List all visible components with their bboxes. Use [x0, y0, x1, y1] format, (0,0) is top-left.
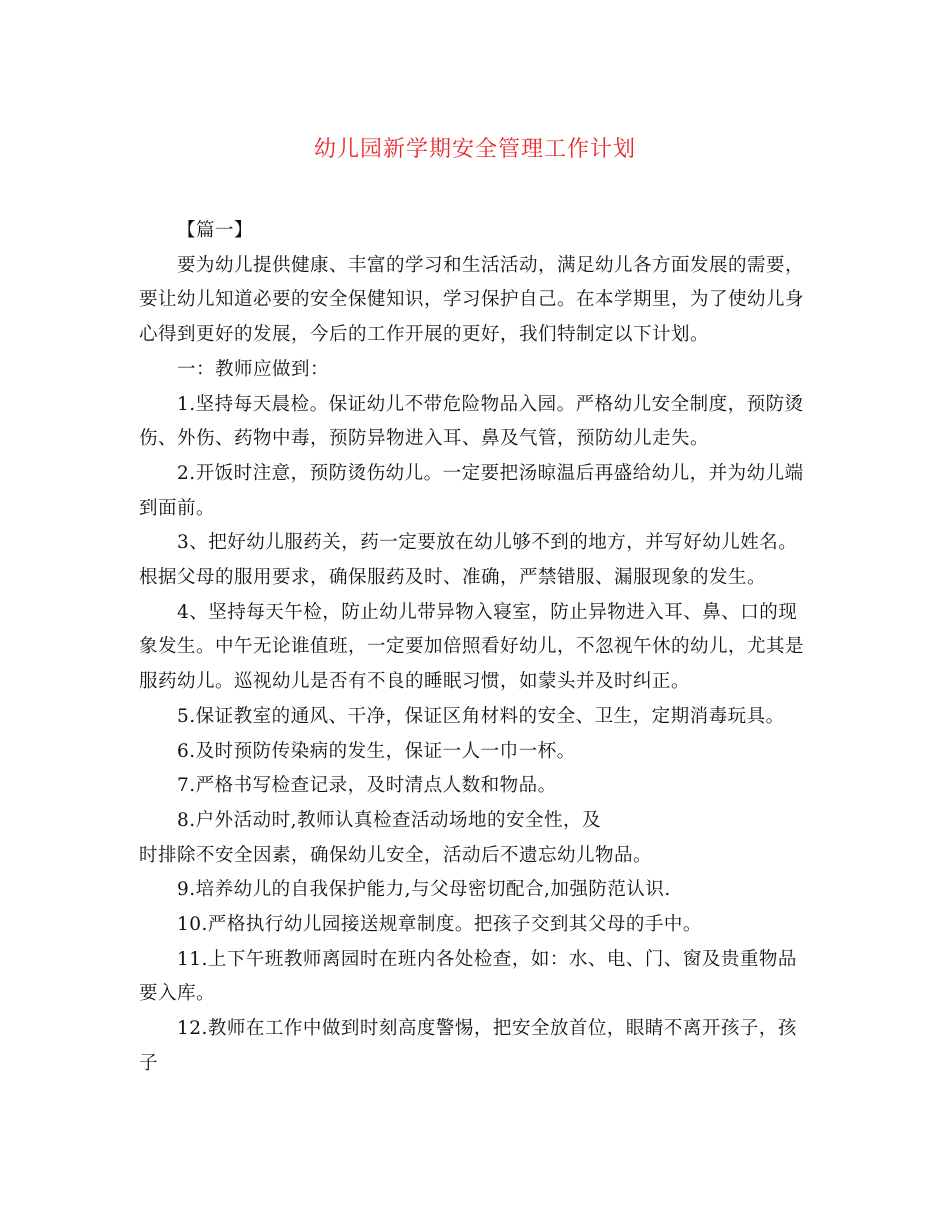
- paragraph-item-1: 1.坚持每天晨检。保证幼儿不带危险物品入园。严格幼儿安全制度，预防烫伤、外伤、药物中毒，预防异物进入耳、鼻及气管，预防幼儿走失。: [139, 393, 804, 450]
- paragraph-item-2: 2.开饭时注意，预防烫伤幼儿。一定要把汤晾温后再盛给幼儿，并为幼儿端到面前。: [139, 462, 804, 519]
- paragraph-item-3: 3、把好幼儿服药关，药一定要放在幼儿够不到的地方，并写好幼儿姓名。根据父母的服用要求，确保服药及时、准确，严禁错服、漏服现象的发生。: [139, 532, 798, 589]
- paragraph-item-9: 9.培养幼儿的自我保护能力,与父母密切配合,加强防范认识.: [177, 879, 671, 901]
- paragraph-item-11: 11.上下午班教师离园时在班内各处检查，如：水、电、门、窗及贵重物品要入库。: [139, 948, 797, 1005]
- paragraph-item-5: 5.保证教室的通风、干净，保证区角材料的安全、卫生，定期消毒玩具。: [177, 705, 785, 727]
- paragraph-item-7: 7.严格书写检查记录，及时清点人数和物品。: [177, 775, 557, 797]
- paragraph-item-8: 8.户外活动时,教师认真检查活动场地的安全性，及: [177, 809, 602, 831]
- paragraph-heading-teachers: 一：教师应做到：: [177, 358, 330, 380]
- document-title: 幼儿园新学期安全管理工作计划: [313, 137, 636, 162]
- paragraph-item-12: 12.教师在工作中做到时刻高度警惕，把安全放首位，眼睛不离开孩子，孩子: [139, 1018, 797, 1074]
- document-body: [139, 214, 814, 1082]
- paragraph-item-8-continued: 时排除不安全因素，确保幼儿安全，活动后不遗忘幼儿物品。: [139, 844, 653, 866]
- paragraph-item-10: 10.严格执行幼儿园接送规章制度。把孩子交到其父母的手中。: [177, 914, 702, 936]
- paragraph-intro: 要为幼儿提供健康、丰富的学习和生活活动，满足幼儿各方面发展的需要，要让幼儿知道必要的安全保健知识，学习保护自己。在本学期里，为了使幼儿身心得到更好的发展，今后的工作开展的更好，我们特制定以下计划。: [139, 254, 805, 346]
- section-label: 【篇一】: [177, 220, 254, 241]
- paragraph-item-4: 4、坚持每天午检，防止幼儿带异物入寝室，防止异物进入耳、鼻、口的现象发生。中午无论谁值班，一定要加倍照看好幼儿，不忽视午休的幼儿，尤其是服药幼儿。巡视幼儿是否有不良的睡眠习惯，如蒙头并及时纠正。: [139, 601, 805, 693]
- paragraph-item-6: 6.及时预防传染病的发生，保证一人一巾一杯。: [177, 740, 576, 762]
